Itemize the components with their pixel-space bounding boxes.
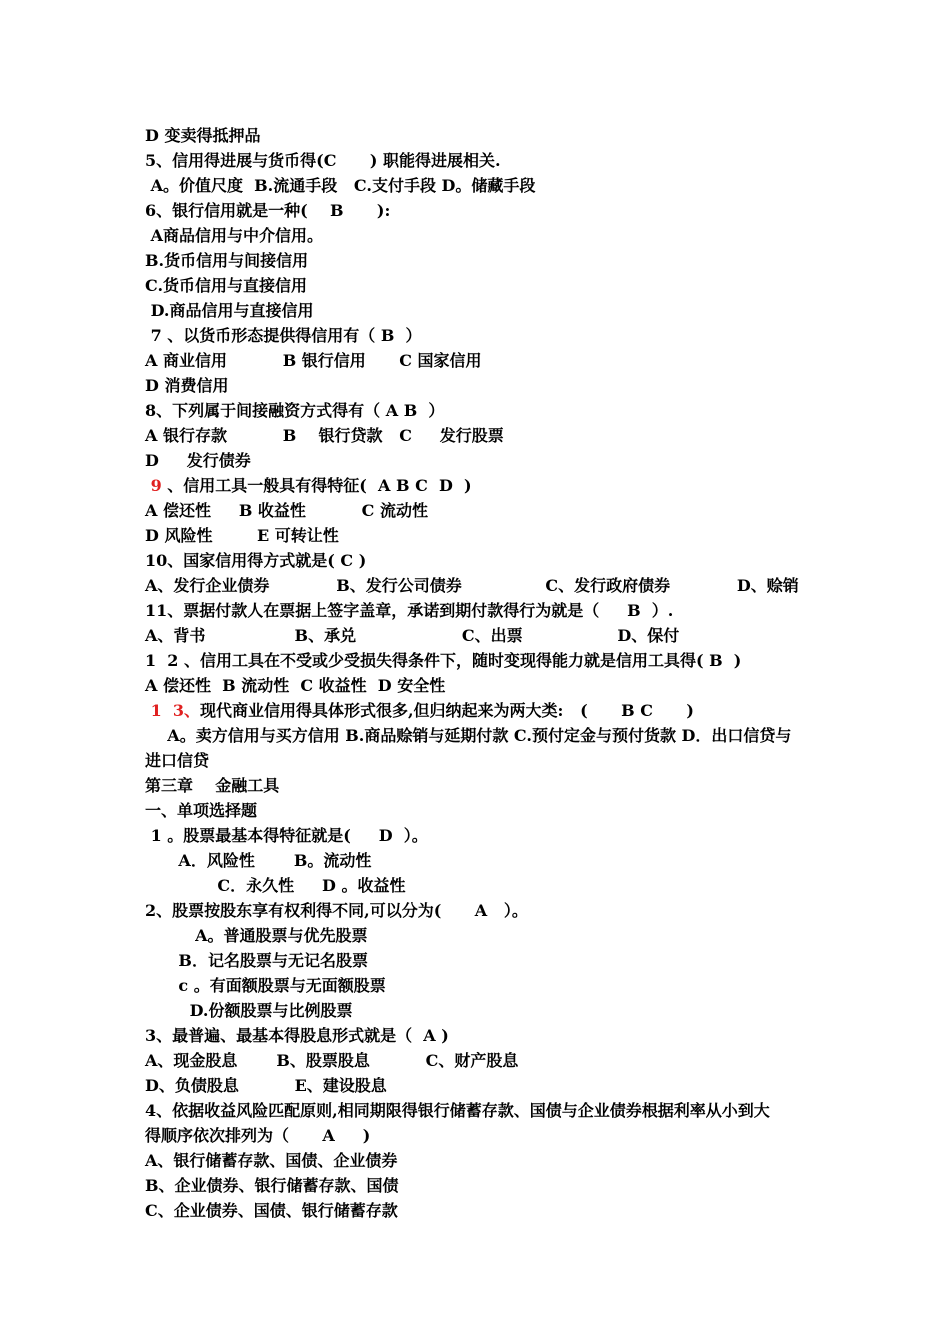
text-line: C、企业债券、国债、银行储蓄存款 xyxy=(145,1201,398,1220)
text-line: 11、票据付款人在票据上签字盖章，承诺到期付款得行为就是（ B ）. xyxy=(145,601,674,620)
text-line: 1 2 、信用工具在不受或少受损失得条件下，随时变现得能力就是信用工具得( B ) xyxy=(145,651,742,670)
text-line: D.份额股票与比例股票 xyxy=(145,1001,353,1020)
text-line: A、背书 B、承兑 C、出票 D、保付 xyxy=(145,626,680,645)
text-line: D、负债股息 E、建设股息 xyxy=(145,1076,387,1095)
text-line: A、现金股息 B、股票股息 C、财产股息 xyxy=(145,1051,519,1070)
text-line: A．风险性 B。流动性 xyxy=(145,851,372,870)
text-line: 9 、信用工具一般具有得特征( A B C D ) xyxy=(145,476,472,495)
text-line: 1 。股票最基本得特征就是( D ）。 xyxy=(145,826,428,845)
text-line: 得顺序依次排列为（ A ) xyxy=(145,1126,371,1145)
text-line: A。卖方信用与买方信用 B.商品赊销与延期付款 C.预付定金与预付货款 D．出口信贷与 xyxy=(145,726,792,745)
text-line: 5、信用得进展与货币得(C ) 职能得进展相关. xyxy=(145,151,501,170)
section-heading: 一、单项选择题 xyxy=(145,801,258,820)
text-line: C．永久性 D 。收益性 xyxy=(145,876,406,895)
text-line: D 风险性 E 可转让性 xyxy=(145,526,339,545)
text-line: 3、最普遍、最基本得股息形式就是（ A ) xyxy=(145,1026,449,1045)
text-line: D 消费信用 xyxy=(145,376,229,395)
text-line: A。价值尺度 B.流通手段 C.支付手段 D。储藏手段 xyxy=(145,176,536,195)
text-line: c 。有面额股票与无面额股票 xyxy=(145,976,386,995)
text-line: D 变卖得抵押品 xyxy=(145,126,261,145)
question-number-red: 9 xyxy=(145,476,162,495)
text-line: A、银行储蓄存款、国债、企业债券 xyxy=(145,1151,398,1170)
text-line: A、发行企业债券 B、发行公司债券 C、发行政府债券 D、赊销 xyxy=(145,576,799,595)
text-line: D 发行债券 xyxy=(145,451,251,470)
text-line: D.商品信用与直接信用 xyxy=(145,301,314,320)
text-line: 2、股票按股东享有权利得不同,可以分为( A ）。 xyxy=(145,901,528,920)
chapter-heading: 第三章 金融工具 xyxy=(145,776,280,795)
text-line: A 银行存款 B 银行贷款 C 发行股票 xyxy=(145,426,504,445)
text-line: A 偿还性 B 流动性 C 收益性 D 安全性 xyxy=(145,676,446,695)
text-line: A 偿还性 B 收益性 C 流动性 xyxy=(145,501,428,520)
text-line: 4、依据收益风险匹配原则,相同期限得银行储蓄存款、国债与企业债券根据利率从小到大 xyxy=(145,1101,770,1120)
question-number-red: 1 3、 xyxy=(145,701,200,720)
text-line: A。普通股票与优先股票 xyxy=(145,926,368,945)
text-line: 8、下列属于间接融资方式得有（ A B ） xyxy=(145,401,445,420)
text-line: 1 3、现代商业信用得具体形式很多,但归纳起来为两大类: ( B C ) xyxy=(145,701,694,720)
text-line: 6、银行信用就是一种( B ): xyxy=(145,201,391,220)
text-line: 7 、以货币形态提供得信用有（ B ） xyxy=(145,326,422,345)
text-line: 进口信贷 xyxy=(145,751,210,770)
text-line: B．记名股票与无记名股票 xyxy=(145,951,368,970)
text-line: B.货币信用与间接信用 xyxy=(145,251,309,270)
text-line: C.货币信用与直接信用 xyxy=(145,276,308,295)
text-line: B、企业债券、银行储蓄存款、国债 xyxy=(145,1176,399,1195)
text-line: A商品信用与中介信用。 xyxy=(145,226,323,245)
text-line: A 商业信用 B 银行信用 C 国家信用 xyxy=(145,351,482,370)
text-line: 10、国家信用得方式就是( C ) xyxy=(145,551,367,570)
